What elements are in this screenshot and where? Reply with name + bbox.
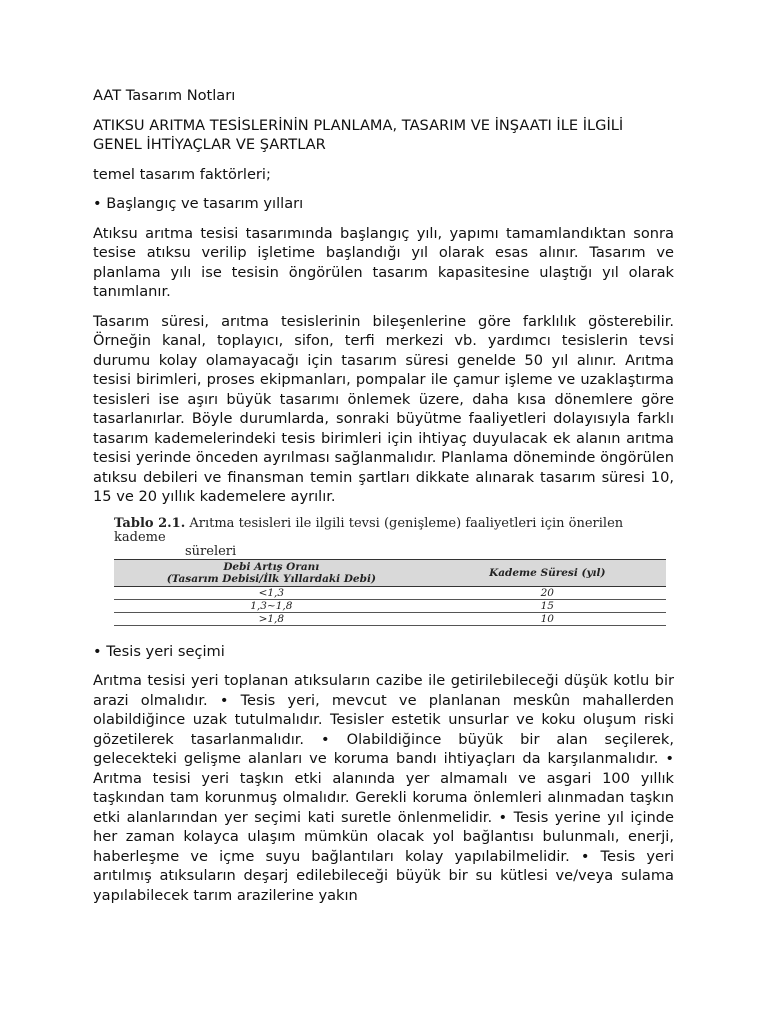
cell-ratio: >1,8 <box>114 612 429 625</box>
header-stage-duration: Kademe Süresi (yıl) <box>429 559 666 586</box>
cell-years: 10 <box>429 612 666 625</box>
cell-ratio: <1,3 <box>114 586 429 599</box>
document-page <box>93 86 674 915</box>
paragraph-start-year: Atıksu arıtma tesisi tasarımında başlangıç yılı, yapımı tamamlandıktan sonra tesise atıksu verilip işletime başlandığı yıl olarak esas alınır. Tasarım ve planlama yılı ise tesisin öngörülen tasarım kapasitesine ulaştığı yıl olarak tanımlanır. <box>93 224 674 300</box>
header-flow-ratio-line1: Debi Artış Oranı <box>223 560 320 573</box>
expansion-stage-table <box>114 559 666 626</box>
bullet-start-design-years: • Başlangıç ve tasarım yılları <box>93 195 304 212</box>
section-heading: ATIKSU ARITMA TESİSLERİNİN PLANLAMA, TASARIM VE İNŞAATI İLE İLGİLİ GENEL İHTİYAÇLAR VE ŞARTLAR <box>93 116 624 153</box>
document-title: AAT Tasarım Notları <box>93 87 236 104</box>
bullet-site-selection: • Tesis yeri seçimi <box>93 642 225 660</box>
table-row <box>114 586 666 599</box>
table-row <box>114 612 666 625</box>
cell-years: 20 <box>429 586 666 599</box>
cell-years: 15 <box>429 599 666 612</box>
table-caption-continuation: süreleri <box>185 543 237 559</box>
intro-text: temel tasarım faktörleri; <box>93 165 271 183</box>
cell-ratio: 1,3~1,8 <box>114 599 429 612</box>
table-row <box>114 599 666 612</box>
paragraph-site-selection: Arıtma tesisi yeri toplanan atıksuların cazibe ile getirilebileceği düşük kotlu bir arazi olmalıdır. • Tesis yeri, mevcut ve planlanan meskûn mahallerden olabildiğince uzak tutulmalıdır. Tesisler estetik unsurlar ve koku oluşum riski gözetilerek tasarlanmalıdır. • Olabildiğince büyük bir alan seçilerek, gelecekteki gelişme alanları ve koruma bandı ihtiyaçları da karşılanmalıdır. • Arıtma tesisi yeri taşkın etki alanında yer almamalı ve asgari 100 yıllık taşkından tam korunmuş olmalıdır. Gerekli koruma önlemleri alınmadan taşkın etki alanlarından yer seçimi kati suretle önlenmelidir. • Tesis yerine yıl içinde her zaman kolayca ulaşım mümkün olacak yol bağlantısı bulunmalı, enerji, haberleşme ve içme suyu bağlantıları kolay yapılabilmelidir. • Tesis yeri arıtılmış atıksuların deşarj edilebileceği büyük bir su kütlesi ve/veya sulama yapılabilecek tarım arazilerine yakın <box>93 672 674 904</box>
table-caption <box>114 517 666 559</box>
table-header-row <box>114 559 666 586</box>
table-caption-text: Arıtma tesisleri ile ilgili tevsi (genişleme) faaliyetleri için önerilen kademe <box>114 515 624 545</box>
paragraph-design-period: Tasarım süresi, arıtma tesislerinin bileşenlerine göre farklılık gösterebilir. Örneğin kanal, toplayıcı, sifon, terfi merkezi vb. yardımcı tesislerin tevsi durumu kolay olamayacağı için tasarım süresi genelde 50 yıl alınır. Arıtma tesisi birimleri, proses ekipmanları, pompalar ile çamur işleme ve uzaklaştırma tesisleri ise aşırı büyük tasarımı önlemek üzere, daha kısa dönemlere göre tasarlanırlar. Böyle durumlarda, sonraki büyütme faaliyetleri dolayısıyla farklı tasarım kademelerindeki tesis birimleri için ihtiyaç duyulacak ek alanın arıtma tesisi yerinde önceden ayrılması sağlanmalıdır. Planlama döneminde öngörülen atıksu debileri ve finansman temin şartları dikkate alınarak tasarım süresi 10, 15 ve 20 yıllık kademelere ayrılır. <box>93 312 674 505</box>
header-flow-ratio-line2: (Tasarım Debisi/İlk Yıllardaki Debi) <box>166 572 376 585</box>
table-caption-label: Tablo 2.1. <box>114 515 186 531</box>
table-2-1 <box>114 517 666 626</box>
header-flow-ratio <box>114 559 429 586</box>
